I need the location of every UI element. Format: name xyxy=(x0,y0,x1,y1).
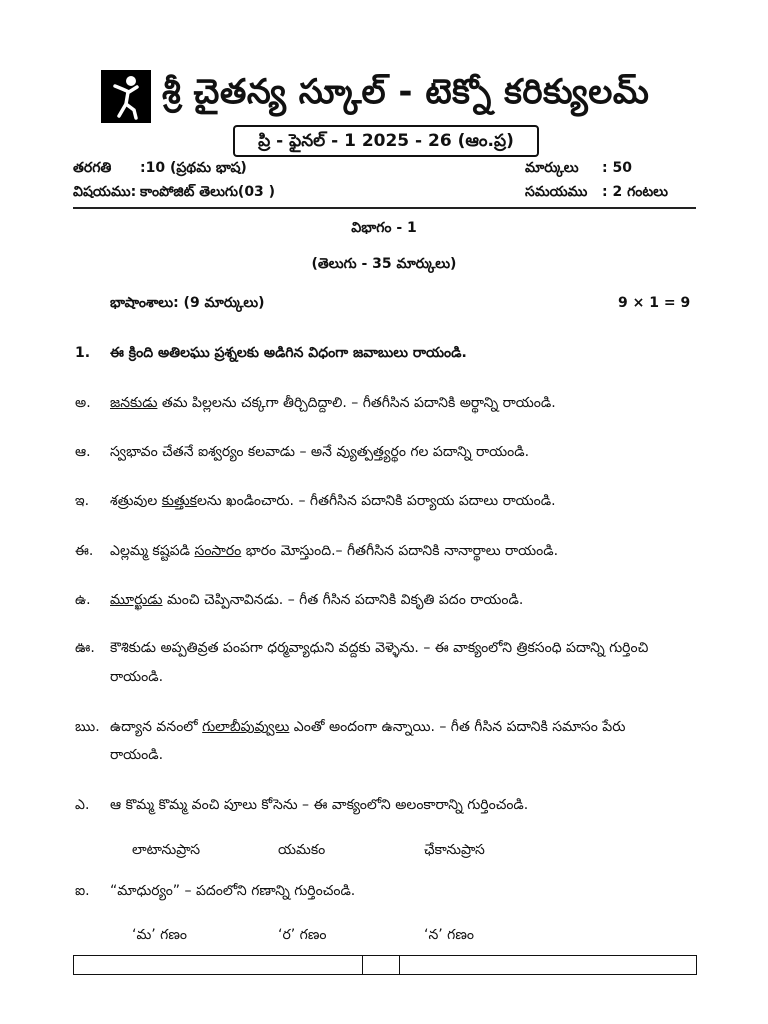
item-text: “మాధుర్యం” – పదంలోని గణాన్ని గుర్తించండి. xyxy=(110,883,356,899)
option-item: ‘మ’ గణం xyxy=(132,927,187,943)
header-divider xyxy=(73,207,696,209)
item-text: ఎల్లమ్మ కష్టపడి సంసారం భారం మోస్తుంది.– గీతగీసిన పదానికి నానార్థాలు రాయండి. xyxy=(110,543,559,559)
item-text: ఉద్యాన వనంలో గులాబీపువ్వులు ఎంతో అందంగా ఉన్నాయి. – గీత గీసిన పదానికి సమాసం పేరు xyxy=(110,719,626,735)
question-instruction: ఈ క్రింది అతిలఘు ప్రశ్నలకు అడిగిన విధంగా జవాబులు రాయండి. xyxy=(110,345,467,361)
answer-table xyxy=(73,955,697,975)
class-value: :10 (ప్రథమ భాష) xyxy=(140,160,247,176)
part-label: భాషాంశాలు: (9 మార్కులు) xyxy=(110,295,265,311)
section-title: విభాగం - 1 xyxy=(351,220,417,236)
subject-value: కాంపోజిట్ తెలుగు(03 ) xyxy=(140,184,276,200)
running-figure-icon xyxy=(101,70,151,123)
item-text: ఆ కొమ్మ కొమ్మ వంచి పూలు కోసెను – ఈ వాక్యంలోని అలంకారాన్ని గుర్తించండి. xyxy=(110,797,529,813)
item-label: అ. xyxy=(75,395,91,411)
item-label: ఋ. xyxy=(75,719,100,735)
item-text: శత్రువుల కుత్తుకలను ఖండించారు. – గీతగీసిన పదానికి పర్యాయ పదాలు రాయండి. xyxy=(110,493,556,509)
item-label: ఉ. xyxy=(75,592,91,608)
section-subtitle: (తెలుగు - 35 మార్కులు) xyxy=(311,256,457,272)
class-label: తరగతి xyxy=(73,160,112,176)
option-item: ‘ర’ గణం xyxy=(278,927,327,943)
option-item: యమకం xyxy=(278,842,326,858)
item-text: కౌశికుడు అప్పతివ్రత పంపగా ధర్మవ్యాధుని వద్దకు వెళ్ళెను. – ఈ వాక్యంలోని త్రికసంధి పదాన్ని గుర్తించి xyxy=(110,640,649,656)
underlined-word: కుత్తుక xyxy=(161,493,197,509)
item-text: స్వభావం చేతనే ఐశ్వర్యం కలవాడు – అనే వ్యుత్పత్త్యర్థం గల పదాన్ని రాయండి. xyxy=(110,444,530,460)
item-text: జనకుడు తమ పిల్లలను చక్కగా తీర్చిదిద్దాలి. – గీతగీసిన పదానికి అర్థాన్ని రాయండి. xyxy=(110,395,556,411)
school-logo xyxy=(101,70,151,123)
table-divider xyxy=(399,956,400,974)
item-text: మూర్ఖుడు మంచి చెప్పినావినడు. – గీత గీసిన పదానికి వికృతి పదం రాయండి. xyxy=(110,592,524,608)
marks-value: : 50 xyxy=(602,160,632,176)
question-number: 1. xyxy=(75,345,91,361)
item-label: ఆ. xyxy=(75,444,91,460)
subject-label: విషయము: xyxy=(73,184,137,200)
part-marks: 9 × 1 = 9 xyxy=(618,295,691,311)
item-label: ఇ. xyxy=(75,493,90,509)
item-text-continued: రాయండి. xyxy=(110,669,164,685)
option-item: ‘న’ గణం xyxy=(424,927,475,943)
option-item: లాటానుప్రాస xyxy=(132,842,201,858)
item-label: ఎ. xyxy=(75,797,90,813)
time-value: : 2 గంటలు xyxy=(602,184,668,200)
underlined-word: జనకుడు xyxy=(110,395,158,411)
table-divider xyxy=(362,956,363,974)
underlined-word: మూర్ఖుడు xyxy=(110,592,163,608)
option-item: ఛేకానుప్రాస xyxy=(424,842,485,858)
item-label: ఈ. xyxy=(75,543,94,559)
item-text-continued: రాయండి. xyxy=(110,747,164,763)
marks-label: మార్కులు xyxy=(525,160,579,176)
school-name: శ్రీ చైతన్య స్కూల్ - టెక్నో కరిక్యులమ్ xyxy=(162,72,650,112)
time-label: సమయము xyxy=(525,184,588,200)
item-label: ఐ. xyxy=(75,883,90,899)
underlined-word: గులాబీపువ్వులు xyxy=(202,719,290,735)
underlined-word: సంసారం xyxy=(194,543,242,559)
item-label: ఊ. xyxy=(75,640,95,656)
exam-title: ప్రి - ఫైనల్ - 1 2025 - 26 (ఆం.ప్ర) xyxy=(233,125,539,157)
